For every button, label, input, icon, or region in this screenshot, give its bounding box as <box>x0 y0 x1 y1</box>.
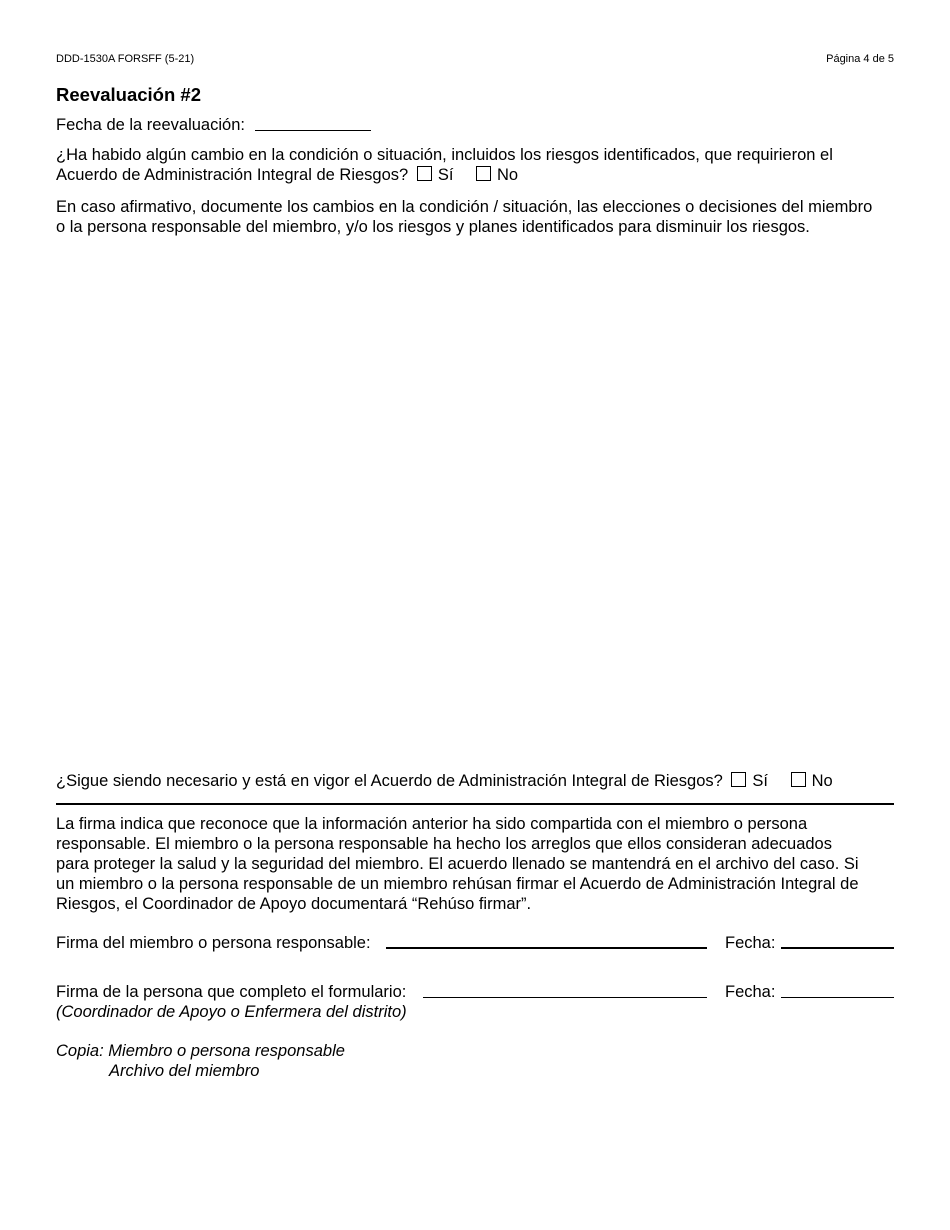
preparer-signature-field[interactable] <box>423 997 707 998</box>
instructions-line2: o la persona responsable del miembro, y/o los riesgos y planes identificados para disminuir los riesgos. <box>56 218 810 236</box>
copy-line2: Archivo del miembro <box>109 1062 260 1080</box>
reevaluation-date-field[interactable] <box>255 130 371 131</box>
member-signature-field[interactable] <box>386 947 707 949</box>
preparer-signature-label: Firma de la persona que completo el formulario: <box>56 983 407 1001</box>
member-date-label: Fecha: <box>725 934 776 952</box>
signature-disclaimer <box>56 814 916 914</box>
still-needed-question-row <box>56 771 916 791</box>
change-yes-label: Sí <box>437 166 454 184</box>
still-needed-yes-label: Sí <box>752 772 768 790</box>
section-divider <box>56 803 894 805</box>
instructions <box>56 197 926 237</box>
preparer-date-label: Fecha: <box>725 983 776 1001</box>
change-no-checkbox[interactable] <box>476 166 491 181</box>
preparer-date-field[interactable] <box>781 997 894 998</box>
change-no-label: No <box>497 166 519 184</box>
disclaimer-line1: La firma indica que reconoce que la información anterior ha sido compartida con el miembro o persona <box>56 815 808 833</box>
still-needed-no-label: No <box>811 772 833 790</box>
change-question <box>56 145 916 185</box>
change-question-line2: Acuerdo de Administración Integral de Riesgos? <box>56 166 409 184</box>
copy-line1: Copia: Miembro o persona responsable <box>56 1042 345 1060</box>
change-question-line2-row <box>56 165 916 185</box>
disclaimer-line5: Riesgos, el Coordinador de Apoyo documentará “Rehúso firmar”. <box>56 895 532 913</box>
page-number: Página 4 de 5 <box>826 53 894 65</box>
preparer-note: (Coordinador de Apoyo o Enfermera del distrito) <box>56 1003 407 1021</box>
section-title: Reevaluación #2 <box>56 84 201 105</box>
change-yes-checkbox[interactable] <box>417 166 432 181</box>
member-date-field[interactable] <box>781 947 894 949</box>
disclaimer-line4: un miembro o la persona responsable de un miembro rehúsan firmar el Acuerdo de Administración Integral de <box>56 875 859 893</box>
form-id: DDD-1530A FORSFF (5-21) <box>56 53 195 65</box>
still-needed-no-checkbox[interactable] <box>791 772 806 787</box>
reevaluation-date-label: Fecha de la reevaluación: <box>56 116 245 134</box>
change-question-line1: ¿Ha habido algún cambio en la condición o situación, incluidos los riesgos identificados, que requirieron el <box>56 146 833 164</box>
instructions-line1: En caso afirmativo, documente los cambios en la condición / situación, las elecciones o decisiones del miembro <box>56 198 873 216</box>
still-needed-question: ¿Sigue siendo necesario y está en vigor el Acuerdo de Administración Integral de Riesgos? <box>56 772 723 790</box>
disclaimer-line2: responsable. El miembro o la persona responsable ha hecho los arreglos que ellos consideran adecuados <box>56 835 832 853</box>
still-needed-yes-checkbox[interactable] <box>731 772 746 787</box>
disclaimer-line3: para proteger la salud y la seguridad del miembro. El acuerdo llenado se mantendrá en el archivo del caso. Si <box>56 855 859 873</box>
documentation-area[interactable] <box>56 245 894 755</box>
member-signature-label: Firma del miembro o persona responsable: <box>56 934 371 952</box>
